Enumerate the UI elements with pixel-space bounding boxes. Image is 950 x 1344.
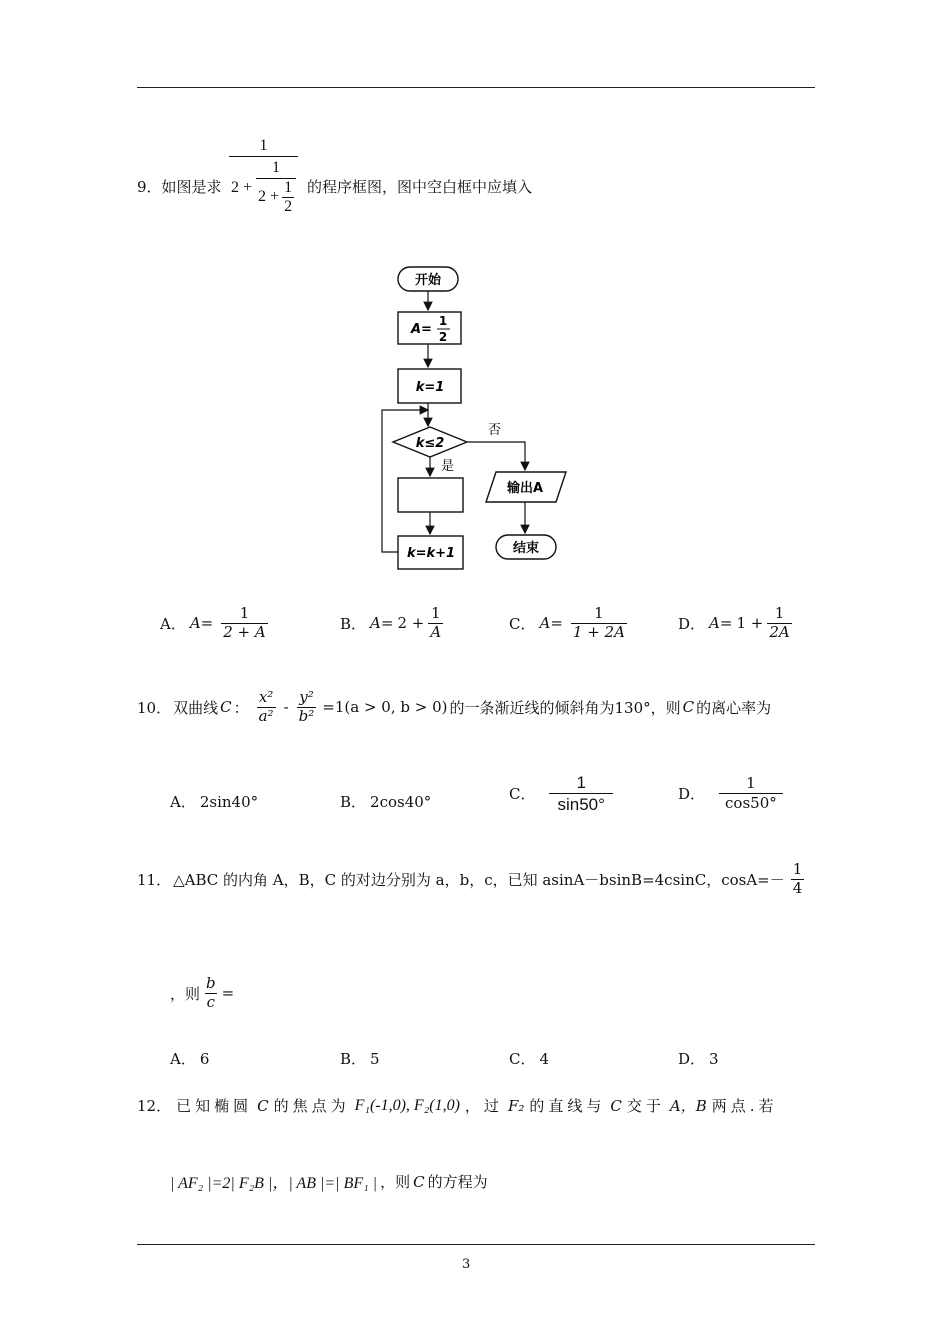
q12-text-c: ，过 xyxy=(464,1097,503,1115)
q12-text-f: 两点.若 xyxy=(711,1097,778,1115)
b-squared: b² xyxy=(298,706,315,725)
q11-line xyxy=(137,862,804,897)
option-letter: B． xyxy=(340,614,367,633)
q10-prefix: 双曲线 xyxy=(173,698,219,717)
q12-c2: C xyxy=(610,1096,622,1115)
condition-label: k≤2 xyxy=(415,436,445,451)
footer-rule xyxy=(137,1244,815,1245)
no-label: 否 xyxy=(488,423,502,438)
a-squared: a² xyxy=(258,706,274,725)
option-text: 6 xyxy=(199,1049,210,1068)
cf-num2: 1 xyxy=(272,158,281,176)
k-init-label: k=1 xyxy=(415,380,445,395)
option-num: 1 xyxy=(430,604,441,622)
q11-c: c xyxy=(206,992,216,1011)
q12-line2-post: ，则 xyxy=(380,1173,411,1191)
option-num: 1 xyxy=(746,774,756,792)
q10-eq: =1(a > 0, b > 0) xyxy=(322,698,448,717)
output-label: 输出A xyxy=(506,481,544,496)
q12-foci: F₁(-1,0), F₂(1,0) xyxy=(354,1096,460,1114)
q12-number: 12． xyxy=(137,1097,172,1115)
q9-option-c[interactable] xyxy=(509,606,627,641)
flowchart xyxy=(355,262,615,572)
option-num: 1 xyxy=(239,604,250,622)
q12-line1 xyxy=(137,1095,778,1116)
option-den: A xyxy=(430,622,442,641)
option-lhs: A= xyxy=(189,614,214,633)
q11-frac-num: 1 xyxy=(792,860,803,878)
option-lhs: A= xyxy=(539,614,563,633)
yes-label: 是 xyxy=(441,459,455,474)
q9-prefix: 如图是求 xyxy=(161,178,222,196)
q11-option-a[interactable] xyxy=(170,1048,209,1069)
q12-line2 xyxy=(170,1170,488,1193)
q10-option-a[interactable] xyxy=(170,791,258,812)
option-text: 3 xyxy=(709,1049,719,1068)
option-pre: 1 + xyxy=(736,614,764,633)
option-letter: C． xyxy=(509,614,536,633)
q11-option-c[interactable] xyxy=(509,1048,549,1069)
option-den: 2 + A xyxy=(223,622,266,641)
k-inc-label: k=k+1 xyxy=(406,546,456,561)
x-squared: x² xyxy=(258,688,274,706)
q12-conditions: | AF₂ |=2| F₂B |，| AB |=| BF₁ | xyxy=(170,1175,378,1192)
q10-number: 10． xyxy=(137,698,172,717)
option-num: 1 xyxy=(774,604,785,622)
q10-c: C xyxy=(220,698,232,717)
option-letter: A． xyxy=(170,793,196,811)
q11-text: △ABC 的内角 A，B，C 的对边分别为 a，b，c，已知 asinA－bsinB=4csinC，cosA=－ xyxy=(173,870,785,889)
option-letter: B． xyxy=(340,1050,367,1068)
option-letter: D． xyxy=(678,614,706,633)
y-squared: y² xyxy=(299,688,314,706)
option-letter: D． xyxy=(678,785,706,804)
q9-line xyxy=(137,176,222,197)
q11-line2 xyxy=(170,976,234,1011)
option-letter: D． xyxy=(678,1050,706,1068)
q9-continued-fraction xyxy=(229,138,298,216)
q9-suffix: 的程序框图，图中空白框中应填入 xyxy=(307,178,533,196)
q10-option-b[interactable] xyxy=(340,791,431,812)
q10-colon: ： xyxy=(233,698,249,717)
minus-sign: - xyxy=(283,698,289,717)
cf-num1: 1 xyxy=(259,137,268,154)
init-a-den: 2 xyxy=(438,330,448,344)
option-lhs: A= xyxy=(709,614,733,633)
option-lhs: A= xyxy=(370,614,394,633)
option-pre: 2 + xyxy=(397,614,425,633)
start-label: 开始 xyxy=(414,273,442,288)
q12-text-a: 已知椭圆 xyxy=(176,1097,253,1115)
q12-points: A，B xyxy=(669,1097,707,1115)
q12-line2-end: 的方程为 xyxy=(427,1173,488,1191)
header-rule xyxy=(137,87,815,88)
option-letter: A． xyxy=(170,1050,196,1068)
cf-den3: 2 xyxy=(284,198,293,216)
option-den: 2A xyxy=(769,622,790,641)
option-den: 1 + 2A xyxy=(572,622,625,641)
q11-frac-den: 4 xyxy=(792,878,803,897)
q9-option-b[interactable] xyxy=(340,606,443,641)
option-num: 1 xyxy=(594,604,604,622)
q12-c: C xyxy=(257,1096,269,1115)
q11-line2-post: = xyxy=(221,984,235,1003)
q11-b: b xyxy=(206,974,216,992)
no-branch-line xyxy=(467,442,525,470)
q10-line xyxy=(137,690,771,725)
q10-c2: C xyxy=(682,698,695,717)
q11-option-b[interactable] xyxy=(340,1048,380,1069)
q9-number: 9． xyxy=(137,178,162,196)
end-label: 结束 xyxy=(512,541,540,556)
cf-num3: 1 xyxy=(284,178,293,196)
q10-suffix2: 的离心率为 xyxy=(696,698,772,717)
q9-option-d[interactable] xyxy=(678,606,792,641)
q12-text-e: 交于 xyxy=(626,1097,665,1115)
q11-option-d[interactable] xyxy=(678,1048,719,1069)
option-text: 5 xyxy=(370,1049,380,1068)
option-letter: B． xyxy=(340,793,367,811)
init-a-lhs: A= xyxy=(411,322,432,337)
empty-box xyxy=(398,478,463,512)
q10-option-c[interactable] xyxy=(509,774,613,814)
option-text: 4 xyxy=(539,1049,550,1068)
option-den: cos50° xyxy=(719,793,783,812)
q12-text-b: 的焦点为 xyxy=(273,1097,350,1115)
option-den: sin50° xyxy=(549,793,612,814)
q12-c3: C xyxy=(413,1172,425,1191)
q10-suffix1: 的一条渐近线的倾斜角为130°，则 xyxy=(449,698,681,717)
q9-option-a[interactable] xyxy=(160,606,268,641)
option-text: 2sin40° xyxy=(199,792,259,811)
option-letter: C． xyxy=(509,1050,536,1068)
cf-den2: 2 + xyxy=(258,188,280,206)
option-letter: A． xyxy=(160,614,186,633)
q12-f2: F₂ xyxy=(507,1096,525,1115)
page-number: 3 xyxy=(462,1257,471,1272)
option-num: 1 xyxy=(576,773,586,792)
option-letter: C． xyxy=(509,785,536,804)
q10-option-d[interactable] xyxy=(678,776,783,812)
q11-number: 11． xyxy=(137,870,172,889)
q11-line2-pre: ，则 xyxy=(170,984,201,1003)
cf-den1: 2 + xyxy=(231,178,253,196)
q12-text-d: 的直线与 xyxy=(529,1097,606,1115)
init-a-num: 1 xyxy=(438,314,448,328)
option-text: 2cos40° xyxy=(370,792,432,811)
